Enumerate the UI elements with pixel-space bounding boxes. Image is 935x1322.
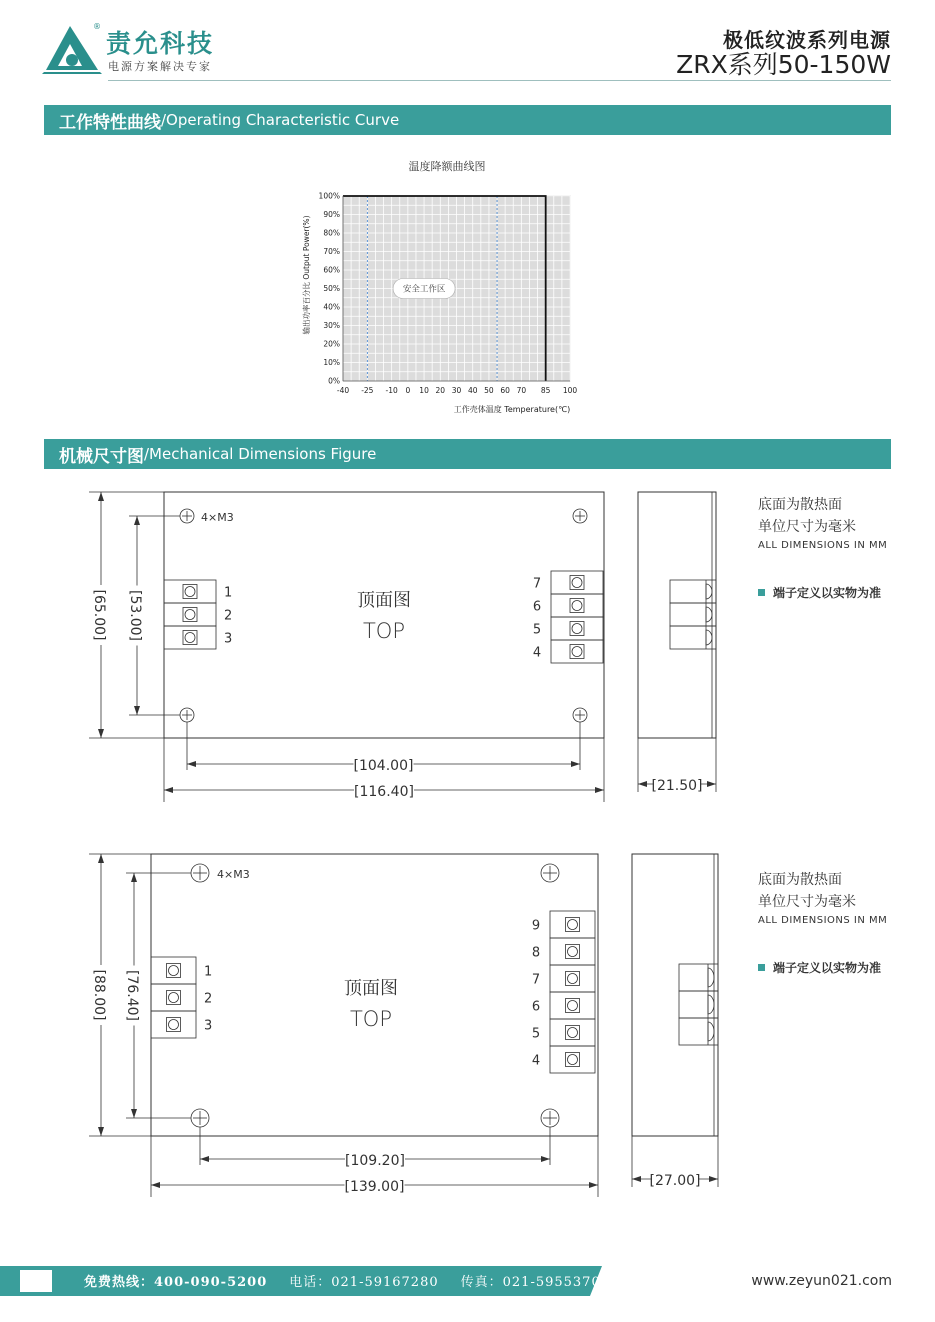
dim-width-outer: [116.40] (354, 784, 414, 800)
dim-depth: [27.00] (649, 1173, 701, 1189)
left-pin-label: 1 (204, 964, 213, 980)
terminal-screw-icon (568, 1028, 578, 1038)
arrow-icon (707, 781, 716, 787)
terminal-cell (164, 580, 216, 603)
right-pin-label: 4 (532, 645, 542, 661)
arrow-icon (638, 781, 647, 787)
side-terminal-cell (679, 964, 718, 991)
terminal-screw-icon (169, 966, 179, 976)
terminal-cell (164, 626, 216, 649)
terminal-cell (164, 603, 216, 626)
y-tick-label: 90% (323, 210, 340, 219)
terminal-note-text: 端子定义以实物为准 (773, 961, 882, 975)
arrow-icon (134, 706, 140, 715)
section-bar-curve (44, 105, 891, 135)
y-tick-label: 50% (323, 284, 340, 293)
x-tick-label: 85 (540, 386, 551, 395)
arrow-icon (98, 729, 104, 738)
section-bar-dims (44, 439, 891, 469)
y-tick-label: 70% (323, 247, 340, 256)
y-tick-label: 60% (323, 265, 340, 275)
section-title-cn: 工作特性曲线 (59, 112, 161, 133)
notes-block-1 (758, 494, 887, 554)
dim-width-inner: [104.00] (353, 758, 414, 774)
section-title-cn: 机械尺寸图 (59, 446, 144, 467)
brand-slogan: 电源方案解决专家 (108, 60, 212, 73)
side-terminal-screw-icon (706, 630, 712, 645)
chart-ylabel: 输出功率百分比 Output Power(%) (302, 215, 311, 335)
side-terminal-cell (670, 603, 716, 626)
footer-contacts (84, 1271, 610, 1290)
terminal-cell (151, 984, 196, 1011)
series-title: 极低纹波系列电源 (723, 28, 891, 52)
side-terminal-screw-icon (706, 607, 712, 622)
footer-url[interactable]: www.zeyun021.com (751, 1273, 892, 1289)
y-tick-label: 10% (323, 358, 340, 367)
terminal-cell (550, 938, 595, 965)
footer-fax: 传真：021-59553702 (460, 1275, 610, 1290)
arrow-icon (131, 1109, 137, 1118)
brand-name: 责允科技 (106, 29, 215, 58)
side-terminal-cell (670, 580, 716, 603)
derating-chart (290, 150, 610, 425)
side-terminal-cell (670, 626, 716, 649)
terminal-screw-icon (568, 1001, 578, 1011)
x-tick-label: -40 (336, 386, 350, 395)
note-units: 单位尺寸为毫米 (758, 894, 856, 910)
side-terminal-screw-icon (706, 584, 712, 599)
arrow-icon (98, 1127, 104, 1136)
terminal-cell (151, 957, 196, 984)
y-tick-label: 80% (323, 228, 340, 238)
dim-height-inner: [76.40] (124, 969, 140, 1022)
terminal-cell (551, 571, 603, 594)
y-tick-label: 40% (323, 302, 340, 312)
terminal-screw-icon (185, 633, 195, 643)
right-pin-label: 9 (531, 918, 541, 934)
section-title-en: /Operating Characteristic Curve (161, 111, 400, 129)
y-tick-label: 0% (328, 376, 340, 386)
terminal-cell (551, 594, 603, 617)
terminal-note-2 (758, 959, 881, 976)
registered-mark: ® (93, 22, 101, 31)
dim-height-outer: [65.00] (91, 589, 107, 641)
note-units-en: ALL DIMENSIONS IN MM (758, 540, 888, 551)
x-tick-label: 10 (419, 386, 429, 395)
right-pin-label: 7 (531, 972, 541, 988)
arrow-icon (151, 1182, 160, 1188)
terminal-screw-icon (572, 647, 582, 657)
note-units-en: ALL DIMENSIONS IN MM (758, 915, 888, 926)
arrow-icon (541, 1156, 550, 1162)
view-label-cn: 顶面图 (357, 590, 411, 611)
arrow-icon (164, 787, 173, 793)
chart-annotation: 安全工作区 (402, 284, 446, 295)
note-units: 单位尺寸为毫米 (758, 519, 856, 535)
x-tick-label: 60 (500, 386, 510, 395)
right-pin-label: 4 (531, 1053, 541, 1069)
y-tick-label: 20% (323, 339, 340, 349)
section-title-en: /Mechanical Dimensions Figure (144, 445, 377, 463)
terminal-cell (550, 992, 595, 1019)
terminal-screw-icon (185, 587, 195, 597)
arrow-icon (595, 787, 604, 793)
terminal-cell (551, 640, 603, 663)
terminal-screw-icon (169, 993, 179, 1003)
bullet-square-icon (758, 589, 765, 596)
mount-label: 4×M3 (201, 511, 234, 524)
mount-label: 4×M3 (217, 868, 250, 881)
footer-hotline: 免费热线：400-090-5200 (84, 1275, 268, 1290)
side-view-body (632, 854, 718, 1136)
terminal-note-1 (758, 584, 881, 601)
note-heatsink: 底面为散热面 (758, 497, 842, 513)
terminal-cell (551, 617, 603, 640)
arrow-icon (131, 873, 137, 882)
left-pin-label: 2 (204, 991, 213, 1007)
arrow-icon (632, 1176, 641, 1182)
arrow-icon (589, 1182, 598, 1188)
terminal-screw-icon (572, 578, 582, 588)
dim-width-inner: [109.20] (345, 1153, 405, 1169)
terminal-screw-icon (568, 1055, 578, 1065)
dim-height-outer: [88.00] (91, 969, 107, 1021)
bullet-square-icon (758, 964, 765, 971)
arrow-icon (98, 492, 104, 501)
right-pin-label: 5 (531, 1026, 541, 1042)
terminal-screw-icon (169, 1020, 179, 1030)
right-pin-label: 8 (531, 945, 541, 961)
notes-block-2 (758, 869, 887, 929)
chart-xlabel: 工作壳体温度 Temperature(℃) (453, 405, 571, 414)
side-view-body (638, 492, 716, 738)
series-model: ZRX系列50-150W (676, 50, 891, 79)
dim-depth: [21.50] (651, 778, 703, 794)
y-tick-label: 100% (318, 191, 340, 201)
right-pin-label: 7 (532, 576, 542, 592)
terminal-cell (550, 965, 595, 992)
terminal-screw-icon (568, 947, 578, 957)
side-terminal-cell (679, 991, 718, 1018)
y-tick-label: 30% (323, 321, 340, 330)
terminal-screw-icon (572, 601, 582, 611)
left-pin-label: 2 (224, 608, 233, 624)
arrow-icon (187, 761, 196, 767)
x-tick-label: 70 (516, 386, 527, 395)
arrow-icon (98, 854, 104, 863)
view-label-cn: 顶面图 (344, 978, 398, 999)
arrow-icon (571, 761, 580, 767)
dim-width-outer: [139.00] (344, 1179, 405, 1195)
x-tick-label: 40 (467, 386, 478, 395)
terminal-screw-icon (572, 624, 582, 634)
arrow-icon (709, 1176, 718, 1182)
x-tick-label: -10 (385, 386, 398, 395)
left-pin-label: 3 (224, 631, 233, 647)
right-pin-label: 6 (532, 599, 542, 615)
x-tick-label: 20 (435, 386, 446, 395)
terminal-cell (550, 1046, 595, 1073)
dim-height-inner: [53.00] (127, 589, 143, 642)
chart-plot-area (319, 192, 578, 396)
terminal-cell (151, 1011, 196, 1038)
side-terminal-screw-icon (708, 968, 714, 987)
terminal-note-text: 端子定义以实物为准 (773, 586, 882, 600)
terminal-cell (550, 911, 595, 938)
view-label-en: TOP (349, 1007, 393, 1031)
drawing-model-2 (89, 854, 718, 1197)
x-tick-label: 50 (484, 386, 494, 395)
side-terminal-cell (679, 1018, 718, 1045)
left-pin-label: 3 (204, 1018, 213, 1034)
terminal-screw-icon (185, 610, 195, 620)
terminal-screw-icon (568, 920, 578, 930)
right-pin-label: 6 (531, 999, 541, 1015)
chart-title: 温度降额曲线图 (408, 160, 486, 173)
left-pin-label: 1 (224, 585, 233, 601)
right-pin-label: 5 (532, 622, 542, 638)
x-tick-label: 0 (405, 386, 411, 395)
drawing-model-1 (89, 492, 716, 802)
terminal-cell (550, 1019, 595, 1046)
arrow-icon (134, 516, 140, 525)
view-label-en: TOP (362, 619, 406, 643)
x-tick-label: -25 (361, 386, 374, 395)
arrow-icon (200, 1156, 209, 1162)
side-terminal-screw-icon (708, 995, 714, 1014)
footer-phone: 电话：021-59167280 (289, 1275, 439, 1290)
header-divider (108, 80, 891, 81)
note-heatsink: 底面为散热面 (758, 872, 842, 888)
terminal-screw-icon (568, 974, 578, 984)
side-terminal-screw-icon (708, 1022, 714, 1041)
x-tick-label: 30 (451, 386, 462, 395)
x-tick-label: 100 (562, 386, 578, 395)
